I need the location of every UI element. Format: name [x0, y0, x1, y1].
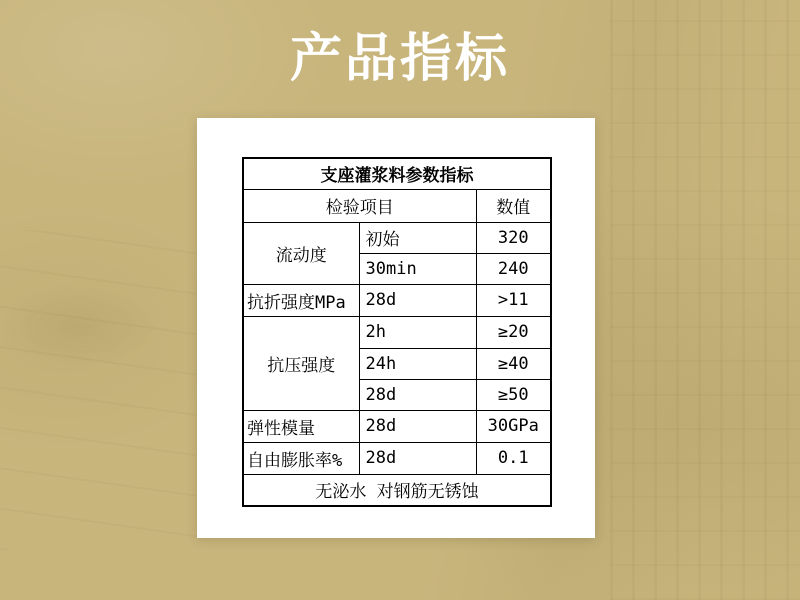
value-cell: 30GPa [476, 410, 551, 442]
group-name-free-expansion-rate: 自由膨胀率% [243, 442, 359, 474]
value-cell: ≥20 [476, 316, 551, 348]
value-cell: ≥40 [476, 348, 551, 379]
condition-cell: 初始 [359, 222, 476, 253]
column-header-item: 检验项目 [243, 189, 476, 222]
group-name-flexural-strength: 抗折强度MPa [243, 284, 359, 316]
slide-title: 产品指标 [289, 29, 510, 89]
condition-cell: 30min [359, 253, 476, 284]
condition-cell: 28d [359, 410, 476, 442]
condition-cell: 28d [359, 284, 476, 316]
condition-cell: 28d [359, 442, 476, 474]
background-photo-texture-left [0, 230, 200, 550]
condition-cell: 2h [359, 316, 476, 348]
value-cell: 240 [476, 253, 551, 284]
parameters-table [242, 157, 552, 507]
content-card [197, 118, 595, 538]
group-name-elastic-modulus: 弹性模量 [243, 410, 359, 442]
condition-cell: 24h [359, 348, 476, 379]
value-cell: 0.1 [476, 442, 551, 474]
table-footer-note: 无泌水 对钢筋无锈蚀 [243, 474, 551, 506]
value-cell: 320 [476, 222, 551, 253]
column-header-value: 数值 [476, 189, 551, 222]
value-cell: >11 [476, 284, 551, 316]
group-name-fluidity: 流动度 [243, 222, 359, 284]
value-cell: ≥50 [476, 379, 551, 410]
group-name-compressive-strength: 抗压强度 [243, 316, 359, 410]
table-title: 支座灌浆料参数指标 [243, 158, 551, 189]
condition-cell: 28d [359, 379, 476, 410]
